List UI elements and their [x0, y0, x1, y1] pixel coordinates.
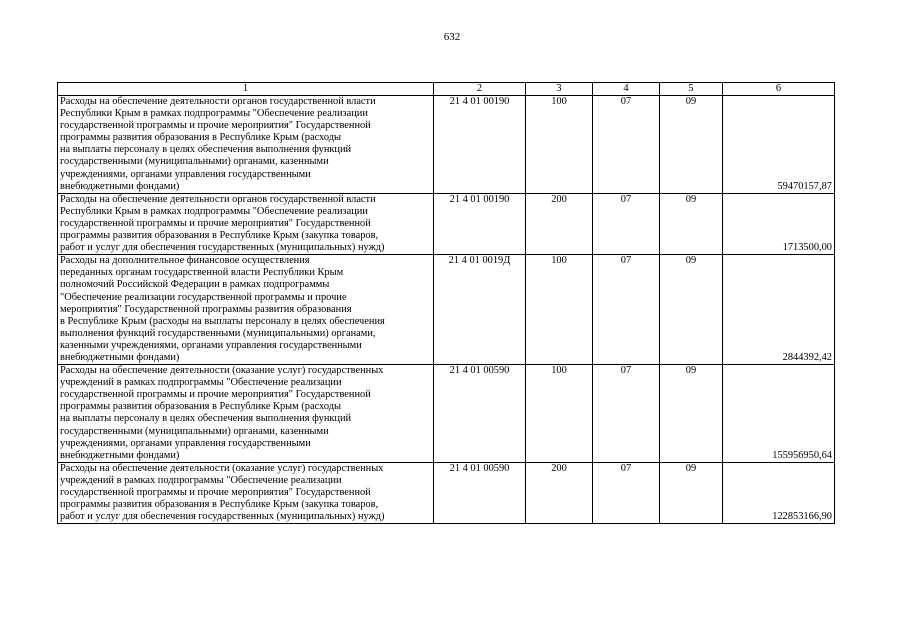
- subsection-code: 09: [660, 96, 723, 194]
- description-line: внебюджетными фондами): [60, 449, 180, 461]
- table-row: [58, 462, 835, 523]
- expense-description: [58, 96, 434, 194]
- table-row: [58, 255, 835, 365]
- description-line: учреждениями, органами управления государственными: [60, 168, 311, 180]
- description-line: программы развития образования в Республике Крым (расходы: [60, 132, 342, 144]
- table-row: [58, 193, 835, 254]
- description-line: на выплаты персоналу в целях обеспечения выполнения функций: [60, 413, 352, 425]
- description-line: учреждений в рамках подпрограммы "Обеспечение реализации: [60, 474, 342, 486]
- description-line: работ и услуг для обеспечения государственных (муниципальных) нужд): [60, 242, 385, 254]
- table-row: [58, 365, 835, 463]
- amount-value: 155956950,64: [723, 365, 835, 463]
- table-row: [58, 96, 835, 194]
- description-line: переданных органам государственной власти Республики Крым: [60, 267, 344, 279]
- description-line: государственными (муниципальными) органами, казенными: [60, 425, 329, 437]
- description-line: мероприятия" Государственной программы развития образования: [60, 303, 352, 315]
- expense-type-code: 200: [526, 193, 593, 254]
- expense-description: [58, 462, 434, 523]
- subsection-code: 09: [660, 462, 723, 523]
- expense-description: [58, 193, 434, 254]
- subsection-code: 09: [660, 193, 723, 254]
- description-line: Расходы на обеспечение деятельности (оказание услуг) государственных: [60, 365, 384, 377]
- column-header-4: 4: [593, 83, 660, 96]
- description-line: казенными учреждениями, органами управления государственными: [60, 339, 362, 351]
- description-line: выполнения функций государственными (муниципальными) органами,: [60, 327, 376, 339]
- section-code: 07: [593, 193, 660, 254]
- amount-value: 122853166,90: [723, 462, 835, 523]
- description-line: работ и услуг для обеспечения государственных (муниципальных) нужд): [60, 511, 385, 523]
- column-header-2: 2: [434, 83, 526, 96]
- budget-table: [57, 82, 835, 524]
- description-line: Расходы на обеспечение деятельности органов государственной власти: [60, 193, 376, 205]
- target-article-code: 21 4 01 00190: [434, 193, 526, 254]
- description-line: "Обеспечение реализации государственной программы и прочие: [60, 291, 347, 303]
- target-article-code: 21 4 01 00590: [434, 462, 526, 523]
- column-header-1: 1: [58, 83, 434, 96]
- description-line: программы развития образования в Республике Крым (закупка товаров,: [60, 499, 379, 511]
- expense-type-code: 100: [526, 365, 593, 463]
- description-line: Расходы на обеспечение деятельности органов государственной власти: [60, 96, 376, 107]
- target-article-code: 21 4 01 00590: [434, 365, 526, 463]
- description-line: учреждениями, органами управления государственными: [60, 437, 311, 449]
- section-code: 07: [593, 365, 660, 463]
- expense-type-code: 100: [526, 255, 593, 365]
- description-line: государственными (муниципальными) органами, казенными: [60, 156, 329, 168]
- amount-value: 2844392,42: [723, 255, 835, 365]
- expense-type-code: 200: [526, 462, 593, 523]
- description-line: программы развития образования в Республике Крым (расходы: [60, 401, 342, 413]
- description-line: на выплаты персоналу в целях обеспечения выполнения функций: [60, 144, 352, 156]
- expense-type-code: 100: [526, 96, 593, 194]
- description-line: государственной программы и прочие мероприятия" Государственной: [60, 120, 371, 132]
- table-body: [58, 83, 835, 524]
- description-line: Расходы на дополнительное финансовое осуществления: [60, 255, 310, 267]
- subsection-code: 09: [660, 255, 723, 365]
- subsection-code: 09: [660, 365, 723, 463]
- description-line: полномочий Российской Федерации в рамках подпрограммы: [60, 279, 330, 291]
- description-line: учреждений в рамках подпрограммы "Обеспечение реализации: [60, 377, 342, 389]
- description-line: программы развития образования в Республике Крым (закупка товаров,: [60, 230, 379, 242]
- column-header-6: 6: [723, 83, 835, 96]
- target-article-code: 21 4 01 0019Д: [434, 255, 526, 365]
- page-number: 632: [443, 31, 461, 43]
- description-line: Республики Крым в рамках подпрограммы "Обеспечение реализации: [60, 205, 368, 217]
- section-code: 07: [593, 255, 660, 365]
- description-line: в Республике Крым (расходы на выплаты персоналу в целях обеспечения: [60, 315, 385, 327]
- target-article-code: 21 4 01 00190: [434, 96, 526, 194]
- table-header-row: [58, 83, 835, 96]
- expense-description: [58, 255, 434, 365]
- section-code: 07: [593, 96, 660, 194]
- description-line: Республики Крым в рамках подпрограммы "Обеспечение реализации: [60, 108, 368, 120]
- column-header-3: 3: [526, 83, 593, 96]
- description-line: государственной программы и прочие мероприятия" Государственной: [60, 487, 371, 498]
- description-line: внебюджетными фондами): [60, 180, 180, 192]
- description-line: Расходы на обеспечение деятельности (оказание услуг) государственных: [60, 462, 384, 474]
- amount-value: 1713500,00: [723, 193, 835, 254]
- description-line: внебюджетными фондами): [60, 351, 180, 363]
- section-code: 07: [593, 462, 660, 523]
- description-line: государственной программы и прочие мероприятия" Государственной: [60, 389, 371, 401]
- expense-description: [58, 365, 434, 463]
- description-line: государственной программы и прочие мероприятия" Государственной: [60, 217, 371, 229]
- column-header-5: 5: [660, 83, 723, 96]
- amount-value: 59470157,87: [723, 96, 835, 194]
